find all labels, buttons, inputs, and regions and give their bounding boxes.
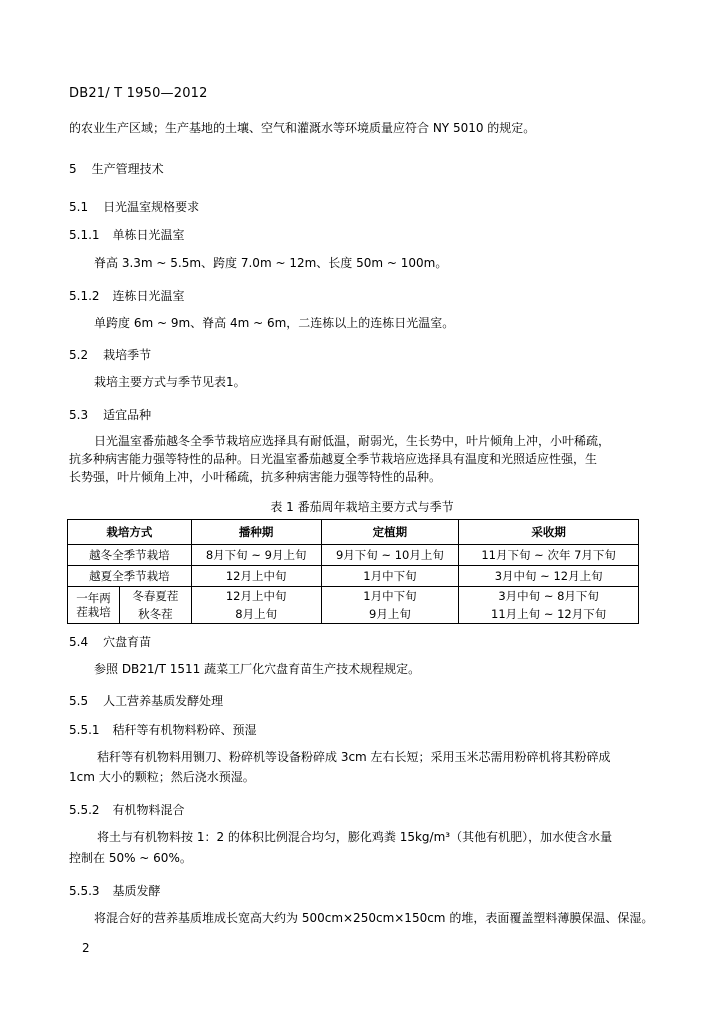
heading-title: 生产管理技术 (91, 162, 164, 176)
paragraph-5-2: 栽培主要方式与季节见表1。 (94, 375, 246, 389)
table-cell: 秋冬茬 (119, 605, 191, 624)
heading-number: 5.1 (69, 200, 89, 214)
table-cell: 12月上中旬 (191, 587, 321, 606)
cultivation-season-table (67, 519, 639, 624)
paragraph-5-3-line-1: 日光温室番茄越冬全季节栽培应选择具有耐低温，耐弱光，生长势中，叶片倾角上冲，小叶稀疏， (94, 434, 611, 448)
table-cell: 1月中下旬 (321, 566, 459, 587)
paragraph-5-5-2-line-2: 控制在 50% ~ 60%。 (69, 851, 192, 865)
heading-number: 5.5.2 (69, 803, 100, 817)
heading-number: 5.3 (69, 408, 89, 422)
heading-5-5-2 (69, 801, 185, 818)
heading-title: 有机物料混合 (112, 803, 185, 817)
table-row (68, 605, 639, 624)
group-label-line: 茬栽培 (76, 605, 111, 619)
group-label-line: 一年两 (76, 591, 111, 605)
paragraph-5-5-1-line-2: 1cm 大小的颗粒；然后浇水预湿。 (69, 770, 255, 784)
table-cell: 11月上旬 ~ 12月下旬 (459, 605, 639, 624)
table-row (68, 545, 639, 566)
table-cell: 12月上中旬 (191, 566, 321, 587)
table-cell: 9月下旬 ~ 10月上旬 (321, 545, 459, 566)
heading-title: 秸秆等有机物料粉碎、预湿 (112, 723, 257, 737)
heading-number: 5.4 (69, 635, 89, 649)
table-cell: 11月下旬 ~ 次年 7月下旬 (459, 545, 639, 566)
paragraph-5-3-line-2: 抗多种病害能力强等特性的品种。日光温室番茄越夏全季节栽培应选择具有温度和光照适应性强，生 (69, 452, 598, 466)
heading-title: 单栋日光温室 (112, 228, 185, 242)
heading-5-1 (69, 198, 199, 215)
heading-number: 5.2 (69, 348, 89, 362)
table-caption: 表 1 番茄周年栽培主要方式与季节 (270, 500, 454, 514)
heading-number: 5.5.1 (69, 723, 100, 737)
paragraph-5-3-line-3: 长势强，叶片倾角上冲，小叶稀疏，抗多种病害能力强等特性的品种。 (69, 470, 442, 484)
heading-5-2 (69, 346, 151, 363)
heading-title: 日光温室规格要求 (103, 200, 200, 214)
table-row (68, 566, 639, 587)
table-cell: 8月下旬 ~ 9月上旬 (191, 545, 321, 566)
paragraph-5-1-1: 脊高 3.3m ~ 5.5m、跨度 7.0m ~ 12m、长度 50m ~ 100m。 (94, 256, 448, 270)
table-cell: 8月上旬 (191, 605, 321, 624)
paragraph-5-4: 参照 DB21/T 1511 蔬菜工厂化穴盘育苗生产技术规程规定。 (94, 662, 421, 676)
table-cell: 冬春夏茬 (119, 587, 191, 606)
table-cell: 越冬全季节栽培 (68, 545, 192, 566)
paragraph-5-5-1-line-1: 秸秆等有机物料用铡刀、粉碎机等设备粉碎成 3cm 左右长短；采用玉米芯需用粉碎机将其粉碎成 (97, 750, 611, 764)
table-header-row (68, 520, 639, 545)
heading-title: 栽培季节 (103, 348, 152, 362)
heading-5-4 (69, 633, 151, 650)
heading-number: 5.1.2 (69, 289, 100, 303)
paragraph-5-5-2-line-1: 将土与有机物料按 1：2 的体积比例混合均匀，膨化鸡粪 15kg/m³（其他有机肥），加水使含水量 (97, 830, 613, 844)
heading-title: 基质发酵 (112, 884, 161, 898)
heading-5-5-1 (69, 721, 257, 738)
heading-number: 5.5 (69, 694, 89, 708)
page-number: 2 (82, 941, 90, 955)
table-cell: 3月中旬 ~ 12月上旬 (459, 566, 639, 587)
column-header: 播种期 (191, 520, 321, 545)
document-code: DB21/ T 1950—2012 (69, 86, 208, 101)
heading-title: 穴盘育苗 (103, 635, 152, 649)
table-cell: 3月中旬 ~ 8月下旬 (459, 587, 639, 606)
heading-number: 5 (69, 162, 77, 176)
column-header: 采收期 (459, 520, 639, 545)
column-header: 栽培方式 (68, 520, 192, 545)
heading-5-5 (69, 692, 223, 709)
heading-5-1-1 (69, 226, 185, 243)
table-cell: 9月上旬 (321, 605, 459, 624)
intro-paragraph: 的农业生产区域；生产基地的土壤、空气和灌溉水等环境质量应符合 NY 5010 的规定。 (69, 121, 536, 135)
paragraph-5-1-2: 单跨度 6m ~ 9m、脊高 4m ~ 6m，二连栋以上的连栋日光温室。 (94, 316, 455, 330)
heading-number: 5.1.1 (69, 228, 100, 242)
column-header: 定植期 (321, 520, 459, 545)
heading-5-5-3 (69, 882, 161, 899)
heading-title: 人工营养基质发酵处理 (103, 694, 224, 708)
table-cell: 1月中下旬 (321, 587, 459, 606)
heading-5 (69, 160, 164, 177)
heading-title: 适宜品种 (103, 408, 152, 422)
table-cell-group-label (68, 587, 120, 624)
heading-5-1-2 (69, 287, 185, 304)
table-row (68, 587, 639, 606)
heading-title: 连栋日光温室 (112, 289, 185, 303)
paragraph-5-5-3: 将混合好的营养基质堆成长宽高大约为 500cm×250cm×150cm 的堆，表面覆盖塑料薄膜保温、保湿。 (94, 911, 654, 925)
heading-number: 5.5.3 (69, 884, 100, 898)
heading-5-3 (69, 406, 151, 423)
table-cell: 越夏全季节栽培 (68, 566, 192, 587)
